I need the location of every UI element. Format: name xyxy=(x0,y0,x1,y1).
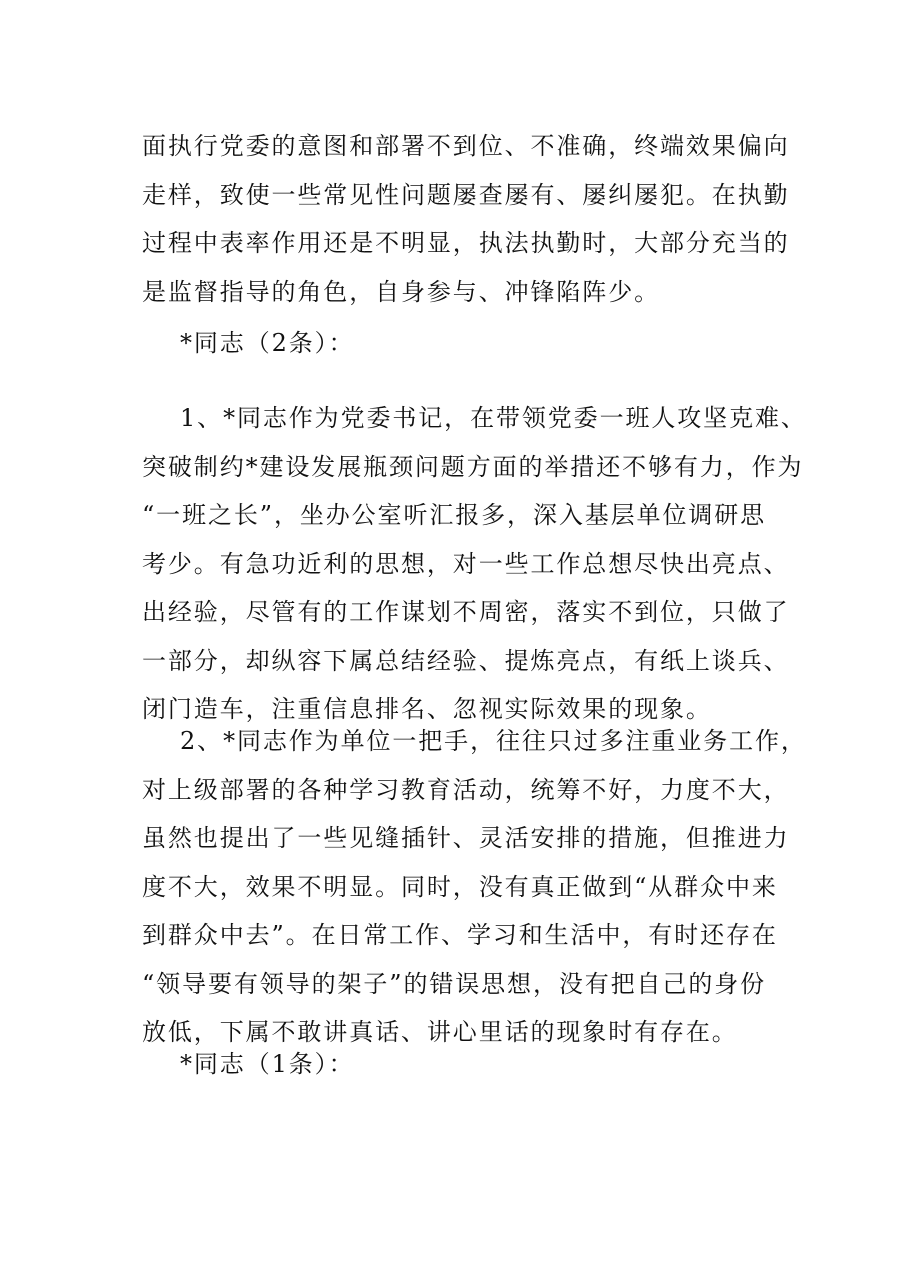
text-line: 放低，下属不敢讲真话、讲心里话的现象时有存在。 xyxy=(142,1018,738,1046)
text-line: 1、*同志作为党委书记，在带领党委一班人攻坚克难、 xyxy=(180,404,807,432)
text-line: 度不大，效果不明显。同时，没有真正做到“从群众中来 xyxy=(142,872,778,901)
text-line: “一班之长”，坐办公室听汇报多，深入基层单位调研思 xyxy=(142,501,767,529)
text-line: 对上级部署的各种学习教育活动，统筹不好，力度不大， xyxy=(142,775,790,804)
text-line: 过程中表率作用还是不明显，执法执勤时，大部分充当的 xyxy=(142,229,790,257)
text-line: 走样，致使一些常见性问题屡查屡有、屡纠屡犯。在执勤 xyxy=(142,180,790,209)
text-line: 一部分，却纵容下属总结经验、提炼亮点，有纸上谈兵、 xyxy=(142,646,790,675)
paragraph-item-1 xyxy=(142,394,807,734)
text-line: 突破制约*建设发展瓶颈问题方面的举措还不够有力，作为 xyxy=(142,452,804,481)
text-line: 闭门造车，注重信息排名、忽视实际效果的现象。 xyxy=(142,695,712,723)
section-heading-1: *同志（1条）： xyxy=(180,1050,355,1078)
text-line: 出经验，尽管有的工作谋划不周密，落实不到位，只做了 xyxy=(142,598,790,626)
text-line: 到群众中去”。在日常工作、学习和生活中，有时还存在 xyxy=(142,921,778,949)
text-line: 是监督指导的角色，自身参与、冲锋陷阵少。 xyxy=(142,277,660,306)
text-line: 考少。有急功近利的思想，对一些工作总想尽快出亮点、 xyxy=(142,549,790,578)
section-heading-2: *同志（2条）： xyxy=(180,329,355,357)
text-line: “领导要有领导的架子”的错误思想，没有把自己的身份 xyxy=(142,969,767,998)
text-line: 2、*同志作为单位一把手，往往只过多注重业务工作， xyxy=(180,727,807,755)
text-line: 面执行党委的意图和部署不到位、不准确，终端效果偏向 xyxy=(142,132,790,160)
text-line: 虽然也提出了一些见缝插针、灵活安排的措施，但推进力 xyxy=(142,824,790,852)
paragraph-intro xyxy=(142,122,790,316)
paragraph-item-2 xyxy=(142,717,807,1057)
